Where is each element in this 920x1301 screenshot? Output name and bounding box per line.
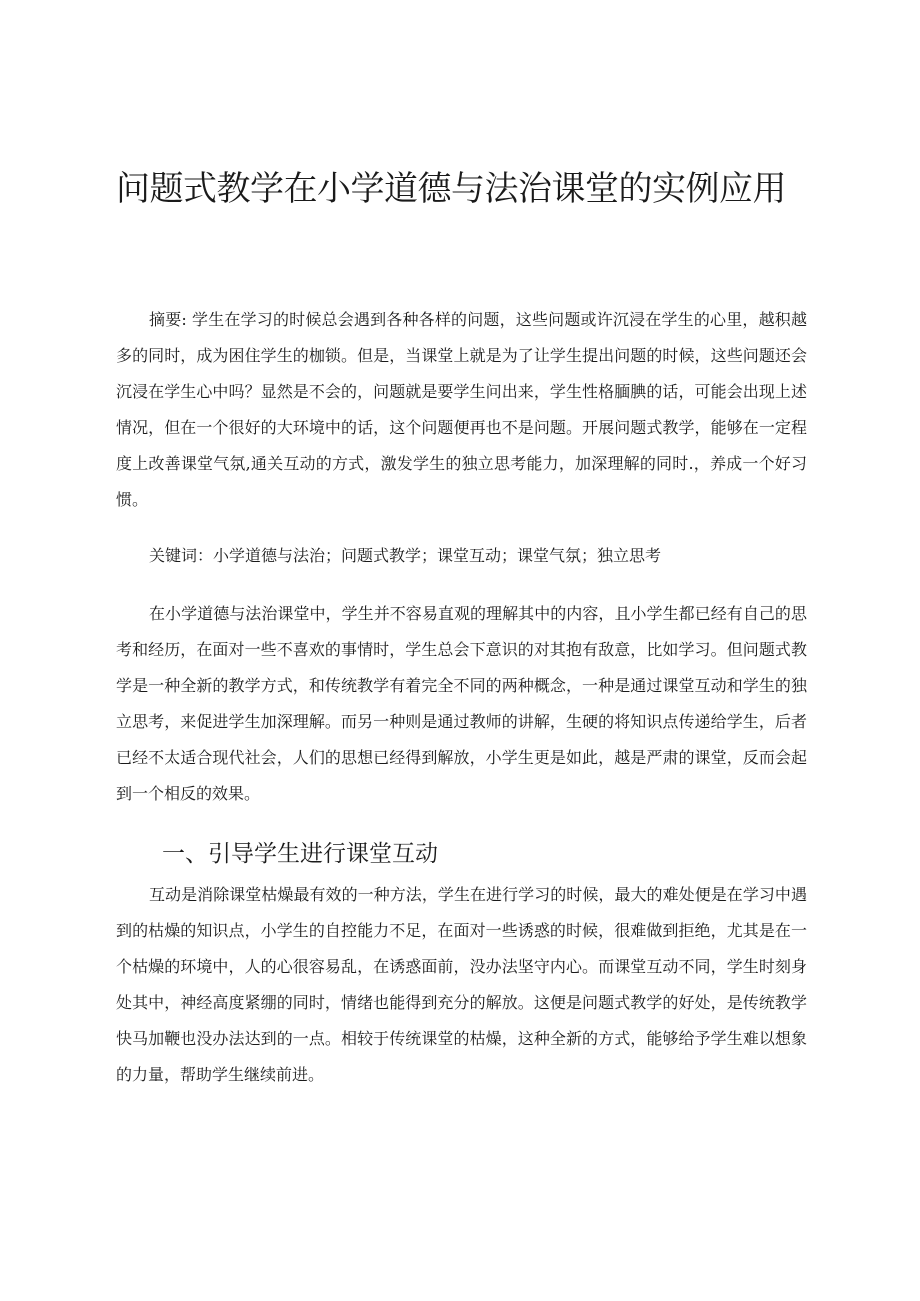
section-heading: 一、引导学生进行课堂互动 (162, 841, 438, 867)
intro-paragraph: 在小学道德与法治课堂中，学生并不容易直观的理解其中的内容，且小学生都已经有自己的思考和经历，在面对一些不喜欢的事情时，学生总会下意识的对其抱有敌意，比如学习。但问题式教学是一种全新的教学方式，和传统教学有着完全不同的两种概念，一种是通过课堂互动和学生的独立思考，来促进学生加深理解。而另一种则是通过教师的讲解，生硬的将知识点传递给学生，后者已经不太适合现代社会，人们的思想已经得到解放，小学生更是如此，越是严肃的课堂，反而会起到一个相反的效果。 (116, 604, 807, 803)
abstract-paragraph: 摘要: 学生在学习的时候总会遇到各种各样的问题，这些问题或许沉浸在学生的心里，越积越多的同时，成为困住学生的枷锁。但是，当课堂上就是为了让学生提出问题的时候，这些问题还会沉浸在学生心中吗？显然是不会的，问题就是要学生问出来，学生性格腼腆的话，可能会出现上述情况，但在一个很好的大环境中的话，这个问题便再也不是问题。开展问题式教学，能够在一定程度上改善课堂气氛,通关互动的方式，激发学生的独立思考能力，加深理解的同时.，养成一个好习惯。 (116, 310, 807, 509)
section-body-paragraph: 互动是消除课堂枯燥最有效的一种方法，学生在进行学习的时候，最大的难处便是在学习中遇到的枯燥的知识点，小学生的自控能力不足，在面对一些诱惑的时候，很难做到拒绝，尤其是在一个枯燥的环境中，人的心很容易乱，在诱惑面前，没办法坚守内心。而课堂互动不同，学生时刻身处其中，神经高度紧绷的同时，情绪也能得到充分的解放。这便是问题式教学的好处，是传统教学快马加鞭也没办法达到的一点。相较于传统课堂的枯燥，这种全新的方式，能够给予学生难以想象的力量，帮助学生继续前进。 (116, 885, 807, 1084)
keywords-paragraph: 关键词：小学道德与法治；问题式教学；课堂互动；课堂气氛；独立思考 (149, 546, 662, 565)
document-title: 问题式教学在小学道德与法治课堂的实例应用 (116, 169, 786, 209)
